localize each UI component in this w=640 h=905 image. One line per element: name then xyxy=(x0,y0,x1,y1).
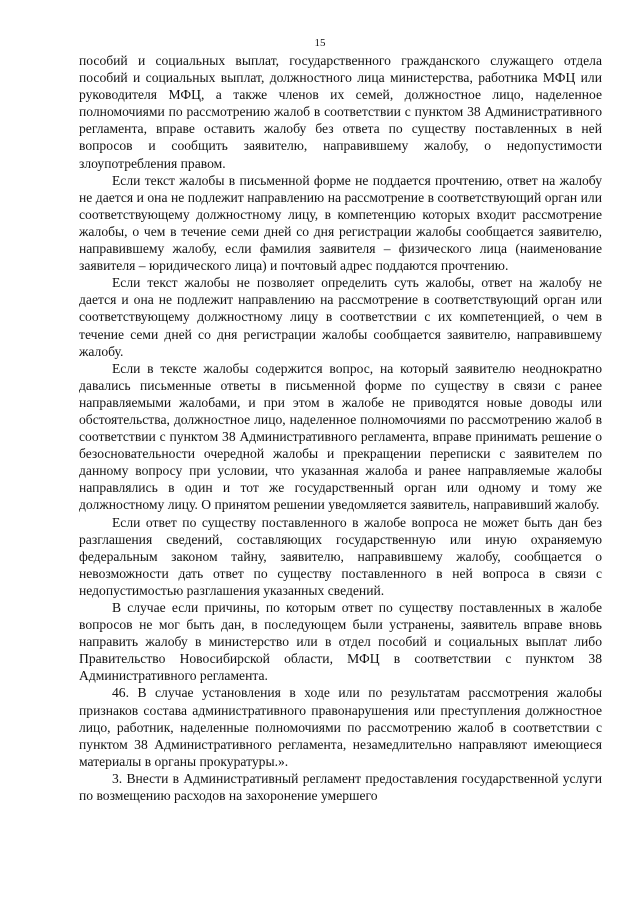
page-number: 15 xyxy=(314,37,326,49)
paragraph-item-3: 3. Внести в Административный регламент предоставления государственной услуги по возмещению расходов на захоронение умершего xyxy=(79,770,602,804)
document-body xyxy=(79,52,602,804)
paragraph-repeated-question: Если в тексте жалобы содержится вопрос, на который заявителю неоднократно давались письменные ответы в письменной форме по существу в связи с ранее направляемыми жалобами, и при этом в жалобе не приводятся новые доводы или обстоятельства, должностное лицо, наделенное полномочиями по рассмотрению жалоб в соответствии с пунктом 38 Административного регламента, вправе принимать решение о безосновательности очередной жалобы и прекращении переписки с заявителем по данному вопросу при условии, что указанная жалоба и ранее направляемые жалобы направлялись в один и тот же государственный орган или одному и тому же должностному лицу. О принятом решении уведомляется заявитель, направивший жалобу. xyxy=(79,360,602,513)
paragraph-reasons-eliminated: В случае если причины, по которым ответ по существу поставленных в жалобе вопросов не мог быть дан, в последующем были устранены, заявитель вправе вновь направить жалобу в министерство или в отдел пособий и социальных выплат либо Правительство Новосибирской области, МФЦ в соответствии с пунктом 38 Административного регламента. xyxy=(79,600,602,684)
paragraph-item-46: 46. В случае установления в ходе или по результатам рассмотрения жалобы признаков состава административного правонарушения или преступления должностное лицо, работник, наделенные полномочиями по рассмотрению жалоб в соответствии с пунктом 38 Административного регламента, незамедлительно направляют имеющиеся материалы в органы прокуратуры.». xyxy=(79,685,602,769)
paragraph-state-secret: Если ответ по существу поставленного в жалобе вопроса не может быть дан без разглашения сведений, составляющих государственную или иную охраняемую федеральным законом тайну, заявителю, направившему жалобу, сообщается о невозможности дать ответ по существу поставленного в ней вопроса в связи с недопустимостью разглашения указанных сведений. xyxy=(79,514,602,598)
paragraph-undefined-essence: Если текст жалобы не позволяет определить суть жалобы, ответ на жалобу не дается и она не подлежит направлению на рассмотрение в соответствующий орган или соответствующему должностному лицу в соответствии с их компетенцией, о чем в течение семи дней со дня регистрации жалобы сообщается заявителю, направившему жалобу. xyxy=(79,275,602,359)
paragraph-illegible-text: Если текст жалобы в письменной форме не поддается прочтению, ответ на жалобу не дается и она не подлежит направлению на рассмотрение в соответствующий орган или соответствующему должностному лицу, в компетенцию которых входит рассмотрение жалобы, о чем в течение семи дней со дня регистрации жалобы сообщается заявителю, направившему жалобу, если фамилия заявителя – физического лица (наименование заявителя – юридического лица) и почтовый адрес поддаются прочтению. xyxy=(79,172,602,274)
paragraph-continuation: пособий и социальных выплат, государственного гражданского служащего отдела пособий и социальных выплат, должностного лица министерства, работника МФЦ или руководителя МФЦ, а также членов их семей, должностное лицо, наделенное полномочиями по рассмотрению жалоб в соответствии с пунктом 38 Административного регламента, вправе оставить жалобу без ответа по существу поставленных в ней вопросов и сообщить заявителю, направившему жалобу, о недопустимости злоупотребления правом. xyxy=(79,53,602,171)
